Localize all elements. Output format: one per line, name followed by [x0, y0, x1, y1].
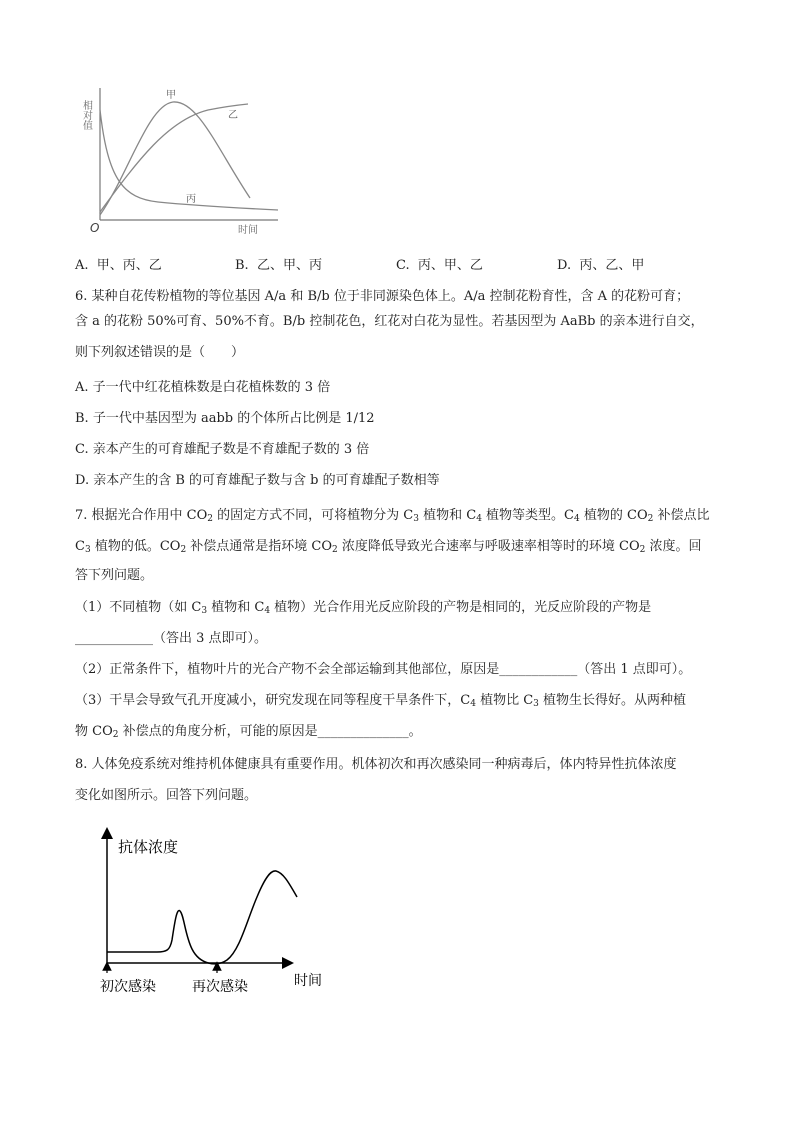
curve-yi-label: 乙: [228, 110, 238, 121]
q7-part-1-line-2: ____________（答出 3 点即可）。: [75, 631, 268, 646]
second-infection-label: 再次感染: [192, 979, 248, 995]
q5-option-c: C. 丙、甲、乙: [396, 258, 483, 273]
q6-option-a: A. 子一代中红花植株数是白花植株数的 3 倍: [75, 380, 331, 395]
q6-stem-line-3: 则下列叙述错误的是（ ）: [75, 345, 245, 360]
x-axis-label: 时间: [294, 973, 322, 989]
figure-antibody-chart: [92, 825, 342, 1000]
q7-stem-line-2: $C_3$ 植物的低。$CO_2$ 补偿点通常是指环境 $CO_2$ 浓度降低导致光合速率与呼吸速率相等时的环境 $CO_2$ 浓度。回: [75, 539, 702, 555]
y-axis-label: 抗体浓度: [118, 838, 179, 856]
y-axis-label: 相对值: [80, 100, 92, 130]
q6-option-b: B. 子一代中基因型为 aabb 的个体所占比例是 1/12: [75, 411, 375, 426]
q7-part-3-line-1: （3）干旱会导致气孔开度减小，研究发现在同等程度干旱条件下，$C_4$ 植物比 $C_3$ 植物生长得好。从两种植: [75, 693, 687, 709]
x-axis-label: 时间: [238, 225, 258, 236]
q6-option-d: D. 亲本产生的含 B 的可育雄配子数与含 b 的可育雄配子数相等: [75, 473, 440, 488]
q6-stem-line-1: 6. 某种自花传粉植物的等位基因 A/a 和 B/b 位于非同源染色体上。A/a 控制花粉育性，含 A 的花粉可育；: [75, 289, 690, 304]
q5-option-d: D. 丙、乙、甲: [557, 258, 645, 273]
curve-jia-label: 甲: [166, 90, 176, 101]
q8-stem-line-1: 8. 人体免疫系统对维持机体健康具有重要作用。机体初次和再次感染同一种病毒后，体内特异性抗体浓度: [75, 757, 677, 772]
q7-part-3-line-2: 物 $CO_2$ 补偿点的角度分析，可能的原因是______________。: [75, 724, 422, 740]
q7-stem-line-1: 7. 根据光合作用中 $CO_2$ 的固定方式不同，可将植物分为 $C_3$ 植物和 $C_4$ 植物等类型。$C_4$ 植物的 $CO_2$ 补偿点比: [75, 508, 710, 524]
q5-option-a: A. 甲、丙、乙: [75, 258, 162, 273]
q7-part-2: （2）正常条件下，植物叶片的光合产物不会全部运输到其他部位，原因是____________（答出 1 点即可）。: [75, 662, 692, 677]
q7-part-1-line-1: （1）不同植物（如 $C_3$ 植物和 $C_4$ 植物）光合作用光反应阶段的产物是相同的，光反应阶段的产物是: [75, 600, 652, 616]
q6-option-c: C. 亲本产生的可育雄配子数是不育雄配子数的 3 倍: [75, 442, 370, 457]
figure-relative-value-chart: [78, 80, 288, 240]
q6-stem-line-2: 含 a 的花粉 50%可育、50%不育。B/b 控制花色，红花对白花为显性。若基因型为 AaBb 的亲本进行自交，: [75, 314, 704, 329]
q5-option-b: B. 乙、甲、丙: [235, 258, 322, 273]
origin-label: O: [90, 221, 100, 235]
curve-bing-label: 丙: [186, 194, 196, 205]
q7-stem-line-3: 答下列问题。: [75, 568, 154, 583]
q8-stem-line-2: 变化如图所示。回答下列问题。: [75, 788, 258, 803]
first-infection-label: 初次感染: [100, 979, 156, 995]
antibody-curve: [107, 871, 297, 964]
